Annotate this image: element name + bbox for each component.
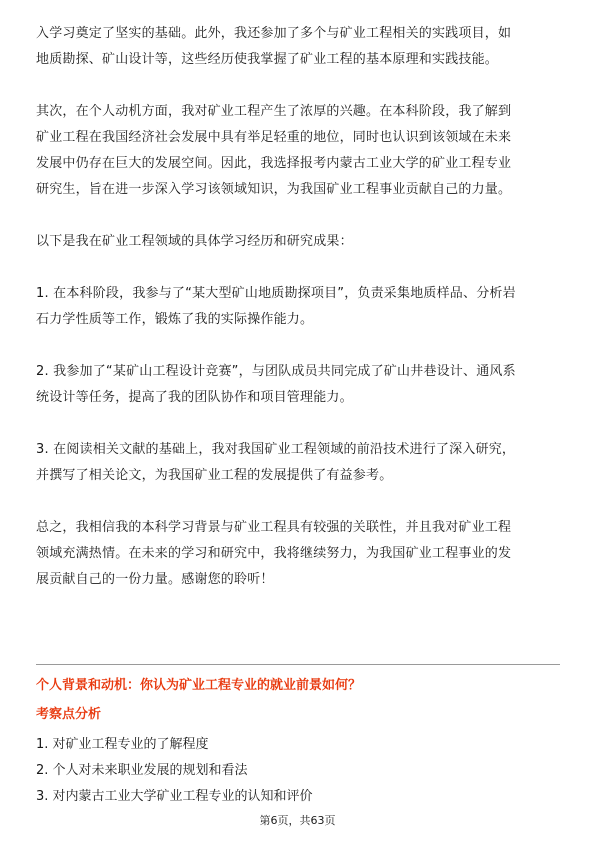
paragraph-4 [36,281,560,333]
section-title: 考察点分析 [36,707,102,722]
paragraph-line: 2. 我参加了“某矿山工程设计竞赛”，与团队成员共同完成了矿山井巷设计、通风系 [36,364,516,379]
paragraph-line: 统设计等任务，提高了我的团队协作和项目管理能力。 [36,390,353,405]
paragraph-line: 1. 在本科阶段，我参与了“某大型矿山地质勘探项目”，负责采集地质样品、分析岩 [36,286,516,301]
list-item: 2. 个人对未来职业发展的规划和看法 [36,763,248,778]
question-heading: 个人背景和动机：你认为矿业工程专业的就业前景如何？ [36,678,362,693]
paragraph-2 [36,99,560,203]
list-item: 1. 对矿业工程专业的了解程度 [36,737,209,752]
paragraph-line: 展贡献自己的一份力量。感谢您的聆听！ [36,572,274,587]
paragraph-line: 并撰写了相关论文，为我国矿业工程的发展提供了有益参考。 [36,468,393,483]
paragraph-line: 发展中仍存在巨大的发展空间。因此，我选择报考内蒙古工业大学的矿业工程专业 [36,156,512,171]
paragraph-line: 其次，在个人动机方面，我对矿业工程产生了浓厚的兴趣。在本科阶段，我了解到 [36,104,512,119]
page-number: 第6页，共63页 [259,814,336,827]
paragraph-line: 以下是我在矿业工程领域的具体学习经历和研究成果： [36,234,353,249]
section-divider [36,664,560,665]
paragraph-line: 入学习奠定了坚实的基础。此外，我还参加了多个与矿业工程相关的实践项目，如 [36,26,512,41]
paragraph-line: 研究生，旨在进一步深入学习该领域知识，为我国矿业工程事业贡献自己的力量。 [36,182,512,197]
paragraph-line: 矿业工程在我国经济社会发展中具有举足轻重的地位，同时也认识到该领域在未来 [36,130,512,145]
list-item: 3. 对内蒙古工业大学矿业工程专业的认知和评价 [36,789,313,804]
paragraph-line: 3. 在阅读相关文献的基础上，我对我国矿业工程领域的前沿技术进行了深入研究， [36,442,516,457]
paragraph-3 [36,229,560,255]
body-text [36,21,560,619]
paragraph-7 [36,515,560,593]
paragraph-line: 石力学性质等工作，锻炼了我的实际操作能力。 [36,312,314,327]
paragraph-5 [36,359,560,411]
paragraph-line: 领域充满热情。在未来的学习和研究中，我将继续努力，为我国矿业工程事业的发 [36,546,512,561]
paragraph-1 [36,21,560,73]
paragraph-line: 总之，我相信我的本科学习背景与矿业工程具有较强的关联性，并且我对矿业工程 [36,520,512,535]
paragraph-line: 地质勘探、矿山设计等，这些经历使我掌握了矿业工程的基本原理和实践技能。 [36,52,499,67]
analysis-points-list [36,732,313,810]
paragraph-6 [36,437,560,489]
